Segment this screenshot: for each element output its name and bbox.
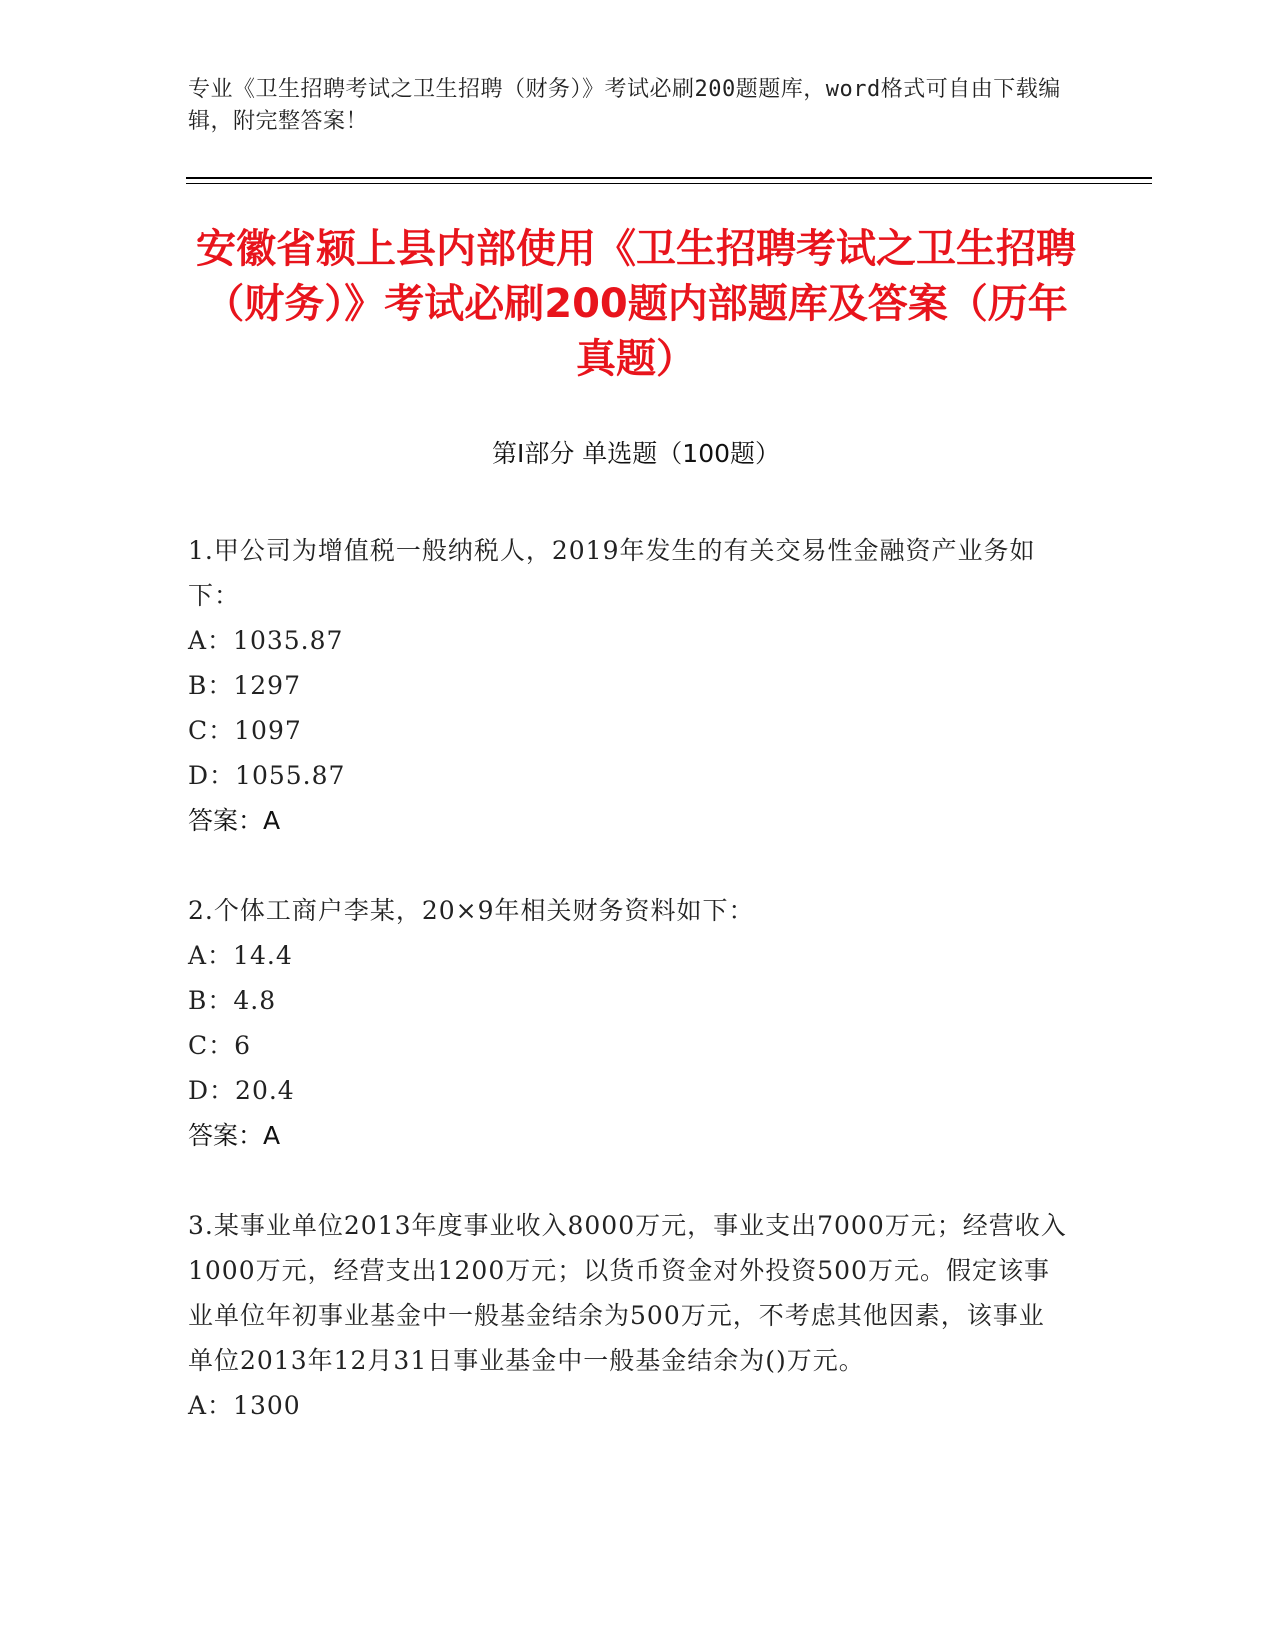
question-list [188, 528, 1068, 1473]
option-a: A：1035.87 [188, 626, 344, 655]
option-a: A：1300 [188, 1391, 301, 1420]
option-b: B：1297 [188, 671, 301, 700]
option-d: D：20.4 [188, 1076, 295, 1105]
document-title: 安徽省颍上县内部使用《卫生招聘考试之卫生招聘（财务）》考试必刷200题内部题库及答案（历年真题） [196, 226, 1076, 382]
question-3 [188, 1203, 1068, 1428]
question-stem: 3.某事业单位2013年度事业收入8000万元，事业支出7000万元；经营收入1000万元，经营支出1200万元；以货币资金对外投资500万元。假定该事业单位年初事业基金中一般基金结余为500万元，不考虑其他因素，该事业单位2013年12月31日事业基金中一般基金结余为()万元。 [188, 1211, 1067, 1375]
header-rule-thick [186, 177, 1152, 179]
question-2 [188, 888, 1068, 1158]
section-title: 第I部分 单选题（100题） [491, 439, 781, 468]
option-d: D：1055.87 [188, 761, 346, 790]
option-a: A：14.4 [188, 941, 293, 970]
answer-line: 答案：A [188, 806, 281, 835]
question-stem: 2.个体工商户李某，20×9年相关财务资料如下： [188, 896, 755, 925]
question-stem: 1.甲公司为增值税一般纳税人，2019年发生的有关交易性金融资产业务如下： [188, 536, 1036, 610]
option-b: B：4.8 [188, 986, 277, 1015]
option-c: C：6 [188, 1031, 252, 1060]
answer-line: 答案：A [188, 1121, 281, 1150]
question-1 [188, 528, 1068, 843]
header-note: 专业《卫生招聘考试之卫生招聘（财务）》考试必刷200题题库，word格式可自由下载编辑，附完整答案！ [188, 77, 1061, 134]
option-c: C：1097 [188, 716, 302, 745]
header-rule-thin [186, 183, 1152, 184]
